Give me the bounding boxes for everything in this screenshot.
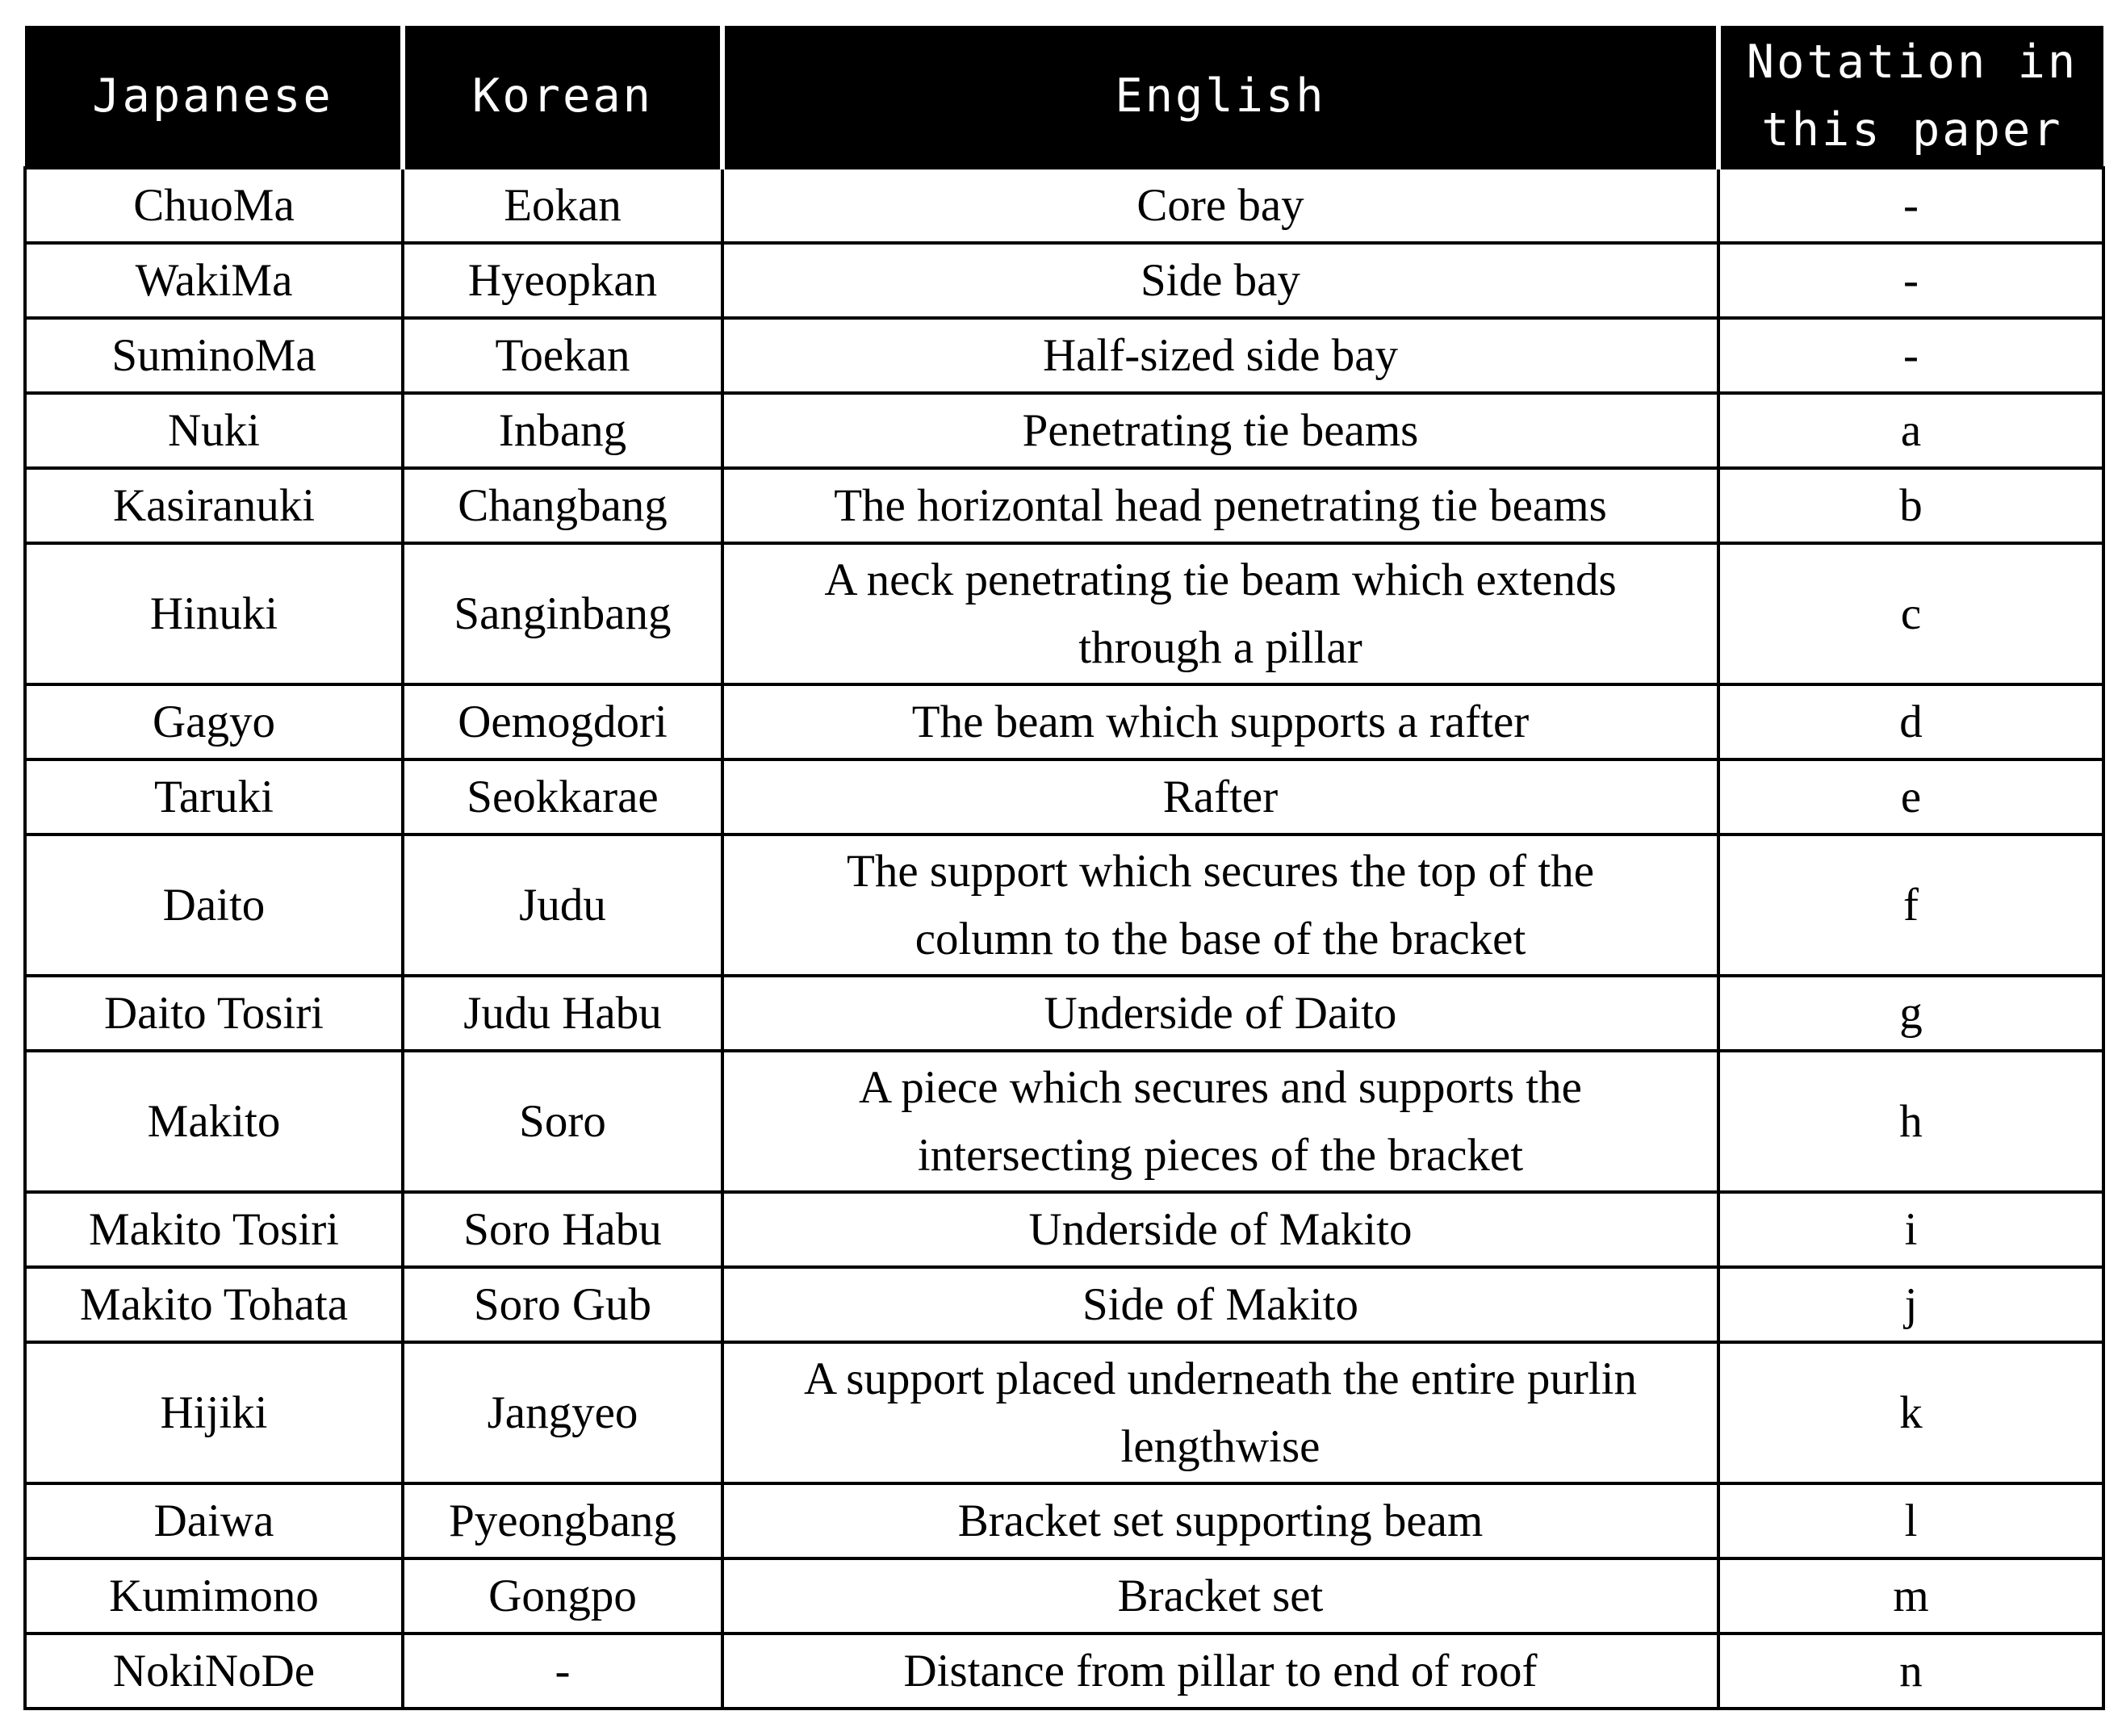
terminology-table bbox=[23, 26, 2105, 1710]
cell-japanese: Makito bbox=[25, 1051, 403, 1192]
cell-japanese: Hijiki bbox=[25, 1342, 403, 1483]
table-row bbox=[25, 1051, 2103, 1192]
cell-japanese: Kumimono bbox=[25, 1558, 403, 1634]
cell-japanese: Daiwa bbox=[25, 1483, 403, 1558]
cell-korean: Pyeongbang bbox=[403, 1483, 722, 1558]
table-row bbox=[25, 759, 2103, 835]
cell-japanese: SuminoMa bbox=[25, 318, 403, 393]
cell-english-line2: through a pillar bbox=[1078, 621, 1362, 673]
cell-korean: Judu Habu bbox=[403, 976, 722, 1051]
header-korean: Korean bbox=[403, 26, 722, 168]
cell-japanese: NokiNoDe bbox=[25, 1634, 403, 1709]
cell-korean: Judu bbox=[403, 835, 722, 976]
table-header bbox=[25, 26, 2103, 168]
table-row bbox=[25, 1267, 2103, 1342]
cell-japanese: WakiMa bbox=[25, 243, 403, 318]
table-row bbox=[25, 1634, 2103, 1709]
cell-korean: Sanginbang bbox=[403, 543, 722, 684]
cell-english-line1: The support which secures the top of the bbox=[847, 845, 1594, 897]
cell-japanese: Nuki bbox=[25, 393, 403, 468]
table-row bbox=[25, 835, 2103, 976]
table-row bbox=[25, 1483, 2103, 1558]
table-row bbox=[25, 168, 2103, 243]
table-row bbox=[25, 243, 2103, 318]
header-notation-line2: this paper bbox=[1761, 103, 2063, 157]
cell-notation: m bbox=[1718, 1558, 2103, 1634]
cell-japanese: Hinuki bbox=[25, 543, 403, 684]
cell-korean: - bbox=[403, 1634, 722, 1709]
cell-english bbox=[722, 1342, 1718, 1483]
table-row bbox=[25, 468, 2103, 543]
cell-english: Underside of Daito bbox=[722, 976, 1718, 1051]
cell-notation: g bbox=[1718, 976, 2103, 1051]
table-row bbox=[25, 543, 2103, 684]
cell-notation: i bbox=[1718, 1192, 2103, 1267]
header-notation bbox=[1718, 26, 2103, 168]
table-row bbox=[25, 1342, 2103, 1483]
cell-english bbox=[722, 543, 1718, 684]
cell-english-line2: lengthwise bbox=[1120, 1420, 1320, 1472]
table-body bbox=[25, 168, 2103, 1709]
header-notation-line1: Notation in bbox=[1746, 36, 2078, 89]
cell-japanese: Daito bbox=[25, 835, 403, 976]
cell-english bbox=[722, 835, 1718, 976]
cell-korean: Seokkarae bbox=[403, 759, 722, 835]
header-row bbox=[25, 26, 2103, 168]
cell-korean: Soro bbox=[403, 1051, 722, 1192]
table-row bbox=[25, 684, 2103, 759]
cell-english-line2: intersecting pieces of the bracket bbox=[917, 1129, 1524, 1181]
cell-english: Bracket set bbox=[722, 1558, 1718, 1634]
cell-korean: Hyeopkan bbox=[403, 243, 722, 318]
cell-notation: f bbox=[1718, 835, 2103, 976]
cell-english bbox=[722, 1051, 1718, 1192]
cell-japanese: Daito Tosiri bbox=[25, 976, 403, 1051]
cell-english: The horizontal head penetrating tie beams bbox=[722, 468, 1718, 543]
table-row bbox=[25, 318, 2103, 393]
cell-korean: Soro Gub bbox=[403, 1267, 722, 1342]
cell-japanese: Gagyo bbox=[25, 684, 403, 759]
cell-korean: Toekan bbox=[403, 318, 722, 393]
cell-english: Side bay bbox=[722, 243, 1718, 318]
cell-english: The beam which supports a rafter bbox=[722, 684, 1718, 759]
cell-notation: b bbox=[1718, 468, 2103, 543]
cell-english-line1: A piece which secures and supports the bbox=[859, 1061, 1582, 1113]
cell-english-line1: A support placed underneath the entire purlin bbox=[803, 1353, 1637, 1404]
cell-english: Penetrating tie beams bbox=[722, 393, 1718, 468]
cell-korean: Inbang bbox=[403, 393, 722, 468]
cell-notation: d bbox=[1718, 684, 2103, 759]
cell-english: Half-sized side bay bbox=[722, 318, 1718, 393]
table-row bbox=[25, 976, 2103, 1051]
cell-japanese: Taruki bbox=[25, 759, 403, 835]
cell-english: Core bay bbox=[722, 168, 1718, 243]
cell-korean: Oemogdori bbox=[403, 684, 722, 759]
cell-notation: l bbox=[1718, 1483, 2103, 1558]
cell-notation: h bbox=[1718, 1051, 2103, 1192]
cell-english-line2: column to the base of the bracket bbox=[915, 913, 1526, 964]
cell-notation: - bbox=[1718, 168, 2103, 243]
cell-notation: k bbox=[1718, 1342, 2103, 1483]
header-japanese: Japanese bbox=[25, 26, 403, 168]
cell-english: Underside of Makito bbox=[722, 1192, 1718, 1267]
cell-japanese: ChuoMa bbox=[25, 168, 403, 243]
cell-notation: n bbox=[1718, 1634, 2103, 1709]
cell-korean: Changbang bbox=[403, 468, 722, 543]
cell-korean: Soro Habu bbox=[403, 1192, 722, 1267]
cell-notation: - bbox=[1718, 318, 2103, 393]
cell-english-line1: A neck penetrating tie beam which extends bbox=[824, 554, 1617, 605]
cell-notation: j bbox=[1718, 1267, 2103, 1342]
cell-korean: Gongpo bbox=[403, 1558, 722, 1634]
cell-japanese: Makito Tosiri bbox=[25, 1192, 403, 1267]
cell-english: Side of Makito bbox=[722, 1267, 1718, 1342]
cell-english: Rafter bbox=[722, 759, 1718, 835]
cell-korean: Eokan bbox=[403, 168, 722, 243]
cell-english: Bracket set supporting beam bbox=[722, 1483, 1718, 1558]
cell-korean: Jangyeo bbox=[403, 1342, 722, 1483]
cell-notation: c bbox=[1718, 543, 2103, 684]
cell-notation: - bbox=[1718, 243, 2103, 318]
table-row bbox=[25, 1558, 2103, 1634]
cell-notation: a bbox=[1718, 393, 2103, 468]
table-row bbox=[25, 1192, 2103, 1267]
header-english: English bbox=[722, 26, 1718, 168]
cell-japanese: Makito Tohata bbox=[25, 1267, 403, 1342]
cell-japanese: Kasiranuki bbox=[25, 468, 403, 543]
table-row bbox=[25, 393, 2103, 468]
cell-notation: e bbox=[1718, 759, 2103, 835]
cell-english: Distance from pillar to end of roof bbox=[722, 1634, 1718, 1709]
